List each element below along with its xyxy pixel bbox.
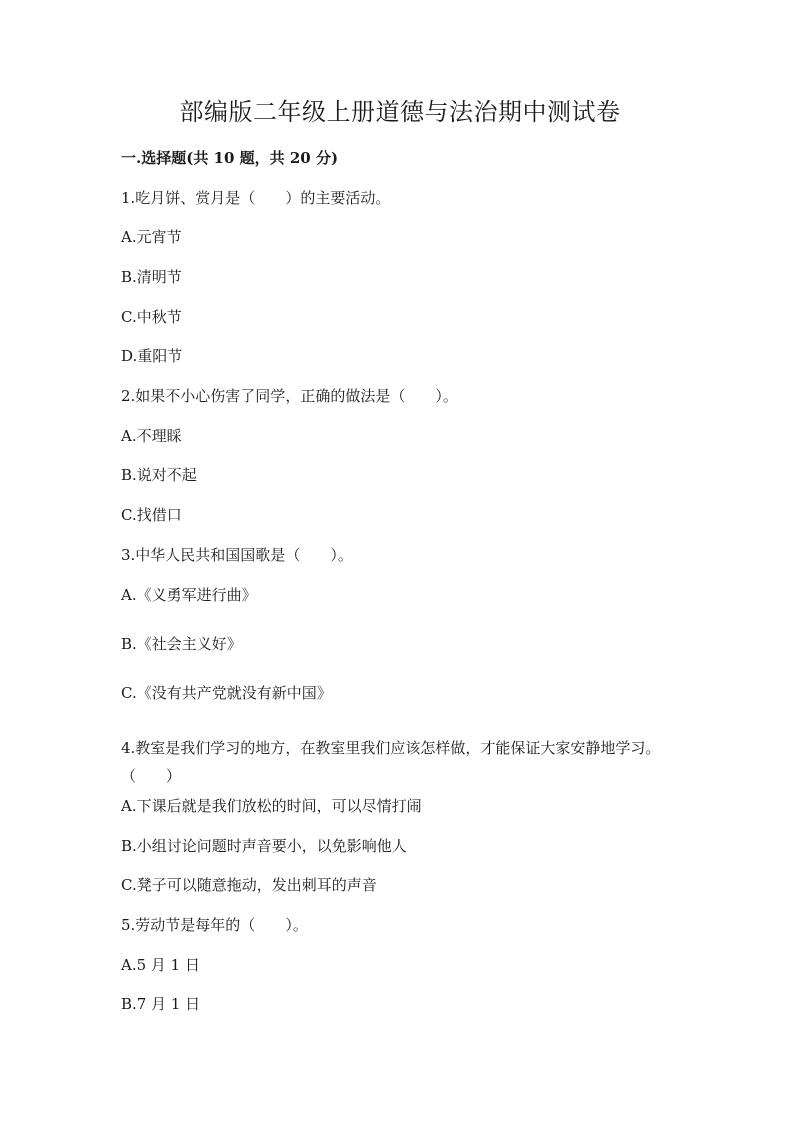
question-3-option-a: A.《义勇军进行曲》 xyxy=(121,586,257,604)
question-5-stem: 5.劳动节是每年的（ ）。 xyxy=(121,916,308,934)
question-4-option-c: C.凳子可以随意拖动，发出刺耳的声音 xyxy=(121,876,377,894)
question-4-option-a: A.下课后就是我们放松的时间，可以尽情打闹 xyxy=(121,797,422,815)
page-title: 部编版二年级上册道德与法治期中测试卷 xyxy=(179,98,621,126)
question-1-option-a: A.元宵节 xyxy=(121,228,182,246)
question-1-option-d: D.重阳节 xyxy=(121,347,183,365)
question-3-option-b: B.《社会主义好》 xyxy=(121,635,242,653)
question-2-option-b: B.说对不起 xyxy=(121,466,197,484)
question-3-option-c: C.《没有共产党就没有新中国》 xyxy=(121,684,332,702)
question-3-stem: 3.中华人民共和国国歌是（ ）。 xyxy=(121,546,353,564)
section-heading: 一.选择题(共 10 题，共 20 分) xyxy=(121,149,339,167)
question-1-option-c: C.中秋节 xyxy=(121,308,182,326)
question-5-option-b: B.7 月 1 日 xyxy=(121,995,201,1013)
question-4-option-b: B.小组讨论问题时声音要小，以免影响他人 xyxy=(121,837,407,855)
question-5-option-a: A.5 月 1 日 xyxy=(121,956,200,974)
question-2-option-a: A.不理睬 xyxy=(121,427,182,445)
question-2-option-c: C.找借口 xyxy=(121,506,182,524)
question-1-stem: 1.吃月饼、赏月是（ ）的主要活动。 xyxy=(121,189,391,207)
question-2-stem: 2.如果不小心伤害了同学，正确的做法是（ ）。 xyxy=(121,387,458,405)
question-4-stem: 4.教室是我们学习的地方，在教室里我们应该怎样做，才能保证大家安静地学习。（ ） xyxy=(121,739,661,785)
question-1-option-b: B.清明节 xyxy=(121,268,182,286)
